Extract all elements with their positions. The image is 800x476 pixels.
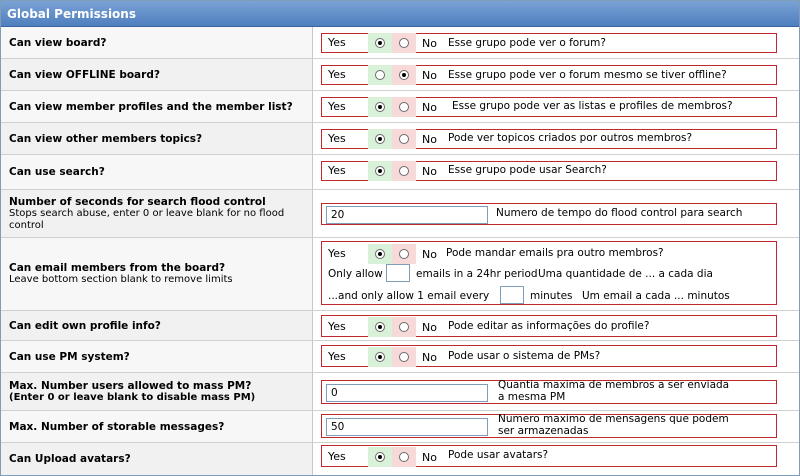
mass-pm-input[interactable]: 0	[326, 384, 488, 402]
no-radio[interactable]	[399, 134, 409, 144]
no-radio[interactable]	[399, 352, 409, 362]
perm-row-mass-pm	[1, 373, 799, 411]
yes-radio[interactable]	[375, 134, 385, 144]
row-sublabel: Stops search abuse, enter 0 or leave blank for no flood control	[9, 207, 285, 231]
no-label: No	[422, 68, 437, 82]
no-label: No	[422, 247, 437, 261]
perm-row-avatars	[1, 443, 799, 475]
yes-radio[interactable]	[375, 166, 385, 176]
email-interval-input[interactable]	[500, 286, 524, 304]
yes-label: Yes	[328, 450, 346, 463]
row-description: Quantia maxima de membros a ser enviada a mesma PM	[498, 379, 730, 403]
option-box	[321, 345, 777, 367]
search-flood-input[interactable]: 20	[326, 206, 488, 224]
no-radio[interactable]	[399, 249, 409, 259]
row-label: Can view other members topics?	[9, 132, 203, 145]
row-description: Pode mandar emails pra outro membros?	[446, 247, 664, 259]
perm-row-view-topics	[1, 123, 799, 155]
row-description: Esse grupo pode ver as listas e profiles de membros?	[452, 100, 733, 112]
yes-label: Yes	[328, 320, 346, 333]
no-radio[interactable]	[399, 38, 409, 48]
row-description: Numero de tempo do flood control para search	[496, 207, 743, 219]
option-box	[321, 129, 777, 149]
no-label: No	[422, 350, 437, 364]
option-box	[321, 380, 777, 404]
no-radio[interactable]	[399, 102, 409, 112]
perm-row-edit-profile	[1, 311, 799, 341]
row-description: Pode usar avatars?	[448, 449, 549, 461]
perm-row-view-offline	[1, 59, 799, 91]
option-box	[321, 161, 777, 181]
perm-row-email	[1, 238, 799, 311]
option-box	[321, 33, 777, 53]
yes-label: Yes	[328, 247, 346, 260]
yes-radio[interactable]	[375, 38, 385, 48]
perm-row-pm	[1, 341, 799, 373]
row-description: Esse grupo pode usar Search?	[448, 164, 607, 176]
email-limit-prefix: Only allow	[328, 268, 383, 280]
email-limit-description: Uma quantidade de ... a cada dia	[538, 268, 713, 280]
row-label: Can email members from the board?	[9, 262, 226, 274]
email-interval-prefix: ...and only allow 1 email every	[328, 290, 490, 302]
no-label: No	[422, 320, 437, 334]
yes-label: Yes	[328, 132, 346, 145]
row-label: Can use search?	[9, 166, 105, 178]
perm-row-search-flood	[1, 190, 799, 238]
panel-title: Global Permissions	[1, 1, 799, 27]
option-box	[321, 97, 777, 117]
row-description: Numero maximo de mensagens que podem ser armazenadas	[498, 413, 729, 437]
option-box	[321, 414, 777, 438]
row-label: Can use PM system?	[9, 350, 130, 363]
no-label: No	[422, 36, 437, 50]
yes-label: Yes	[328, 36, 346, 49]
perm-row-search	[1, 155, 799, 190]
row-label: Can view OFFLINE board?	[9, 68, 160, 81]
perm-row-storable-messages	[1, 411, 799, 443]
yes-radio[interactable]	[375, 102, 385, 112]
row-label: Number of seconds for search flood control	[9, 195, 266, 208]
row-description: Pode editar as informações do profile?	[448, 320, 650, 332]
yes-radio[interactable]	[375, 70, 385, 80]
row-description: Pode ver topicos criados por outros membros?	[448, 132, 693, 144]
perm-row-view-board	[1, 27, 799, 59]
option-box	[321, 65, 777, 85]
yes-label: Yes	[328, 350, 346, 363]
option-box	[321, 241, 777, 305]
email-interval-description: Um email a cada ... minutos	[582, 290, 730, 302]
row-label: Can view member profiles and the member list?	[9, 100, 293, 113]
no-radio[interactable]	[399, 70, 409, 80]
yes-label: Yes	[328, 68, 346, 81]
no-label: No	[422, 100, 437, 114]
email-limit-suffix: emails in a 24hr period	[416, 268, 538, 280]
row-label: Can edit own profile info?	[9, 319, 161, 332]
row-label: Can Upload avatars?	[9, 453, 131, 465]
row-description: Esse grupo pode ver o forum mesmo se tiver offline?	[448, 69, 727, 81]
email-interval-suffix: minutes	[530, 290, 573, 302]
yes-radio[interactable]	[375, 452, 385, 462]
no-label: No	[422, 132, 437, 146]
yes-radio[interactable]	[375, 249, 385, 259]
row-description: Esse grupo pode ver o forum?	[448, 37, 606, 49]
row-label: Max. Number of storable messages?	[9, 420, 225, 433]
no-radio[interactable]	[399, 322, 409, 332]
yes-label: Yes	[328, 100, 346, 113]
no-label: No	[422, 164, 437, 178]
row-label: Max. Number users allowed to mass PM?	[9, 379, 252, 392]
email-limit-input[interactable]	[386, 264, 410, 282]
no-label: No	[422, 450, 437, 464]
option-box	[321, 445, 777, 467]
yes-label: Yes	[328, 164, 346, 177]
row-sublabel: (Enter 0 or leave blank to disable mass PM)	[9, 391, 256, 403]
storable-messages-input[interactable]: 50	[326, 418, 488, 436]
yes-radio[interactable]	[375, 352, 385, 362]
row-description: Pode usar o sistema de PMs?	[448, 350, 601, 362]
option-box	[321, 315, 777, 337]
yes-radio[interactable]	[375, 322, 385, 332]
row-label: Can view board?	[9, 36, 107, 49]
option-box	[321, 203, 777, 225]
perm-row-view-profiles	[1, 91, 799, 123]
no-radio[interactable]	[399, 166, 409, 176]
row-sublabel: Leave bottom section blank to remove limits	[9, 274, 233, 285]
no-radio[interactable]	[399, 452, 409, 462]
